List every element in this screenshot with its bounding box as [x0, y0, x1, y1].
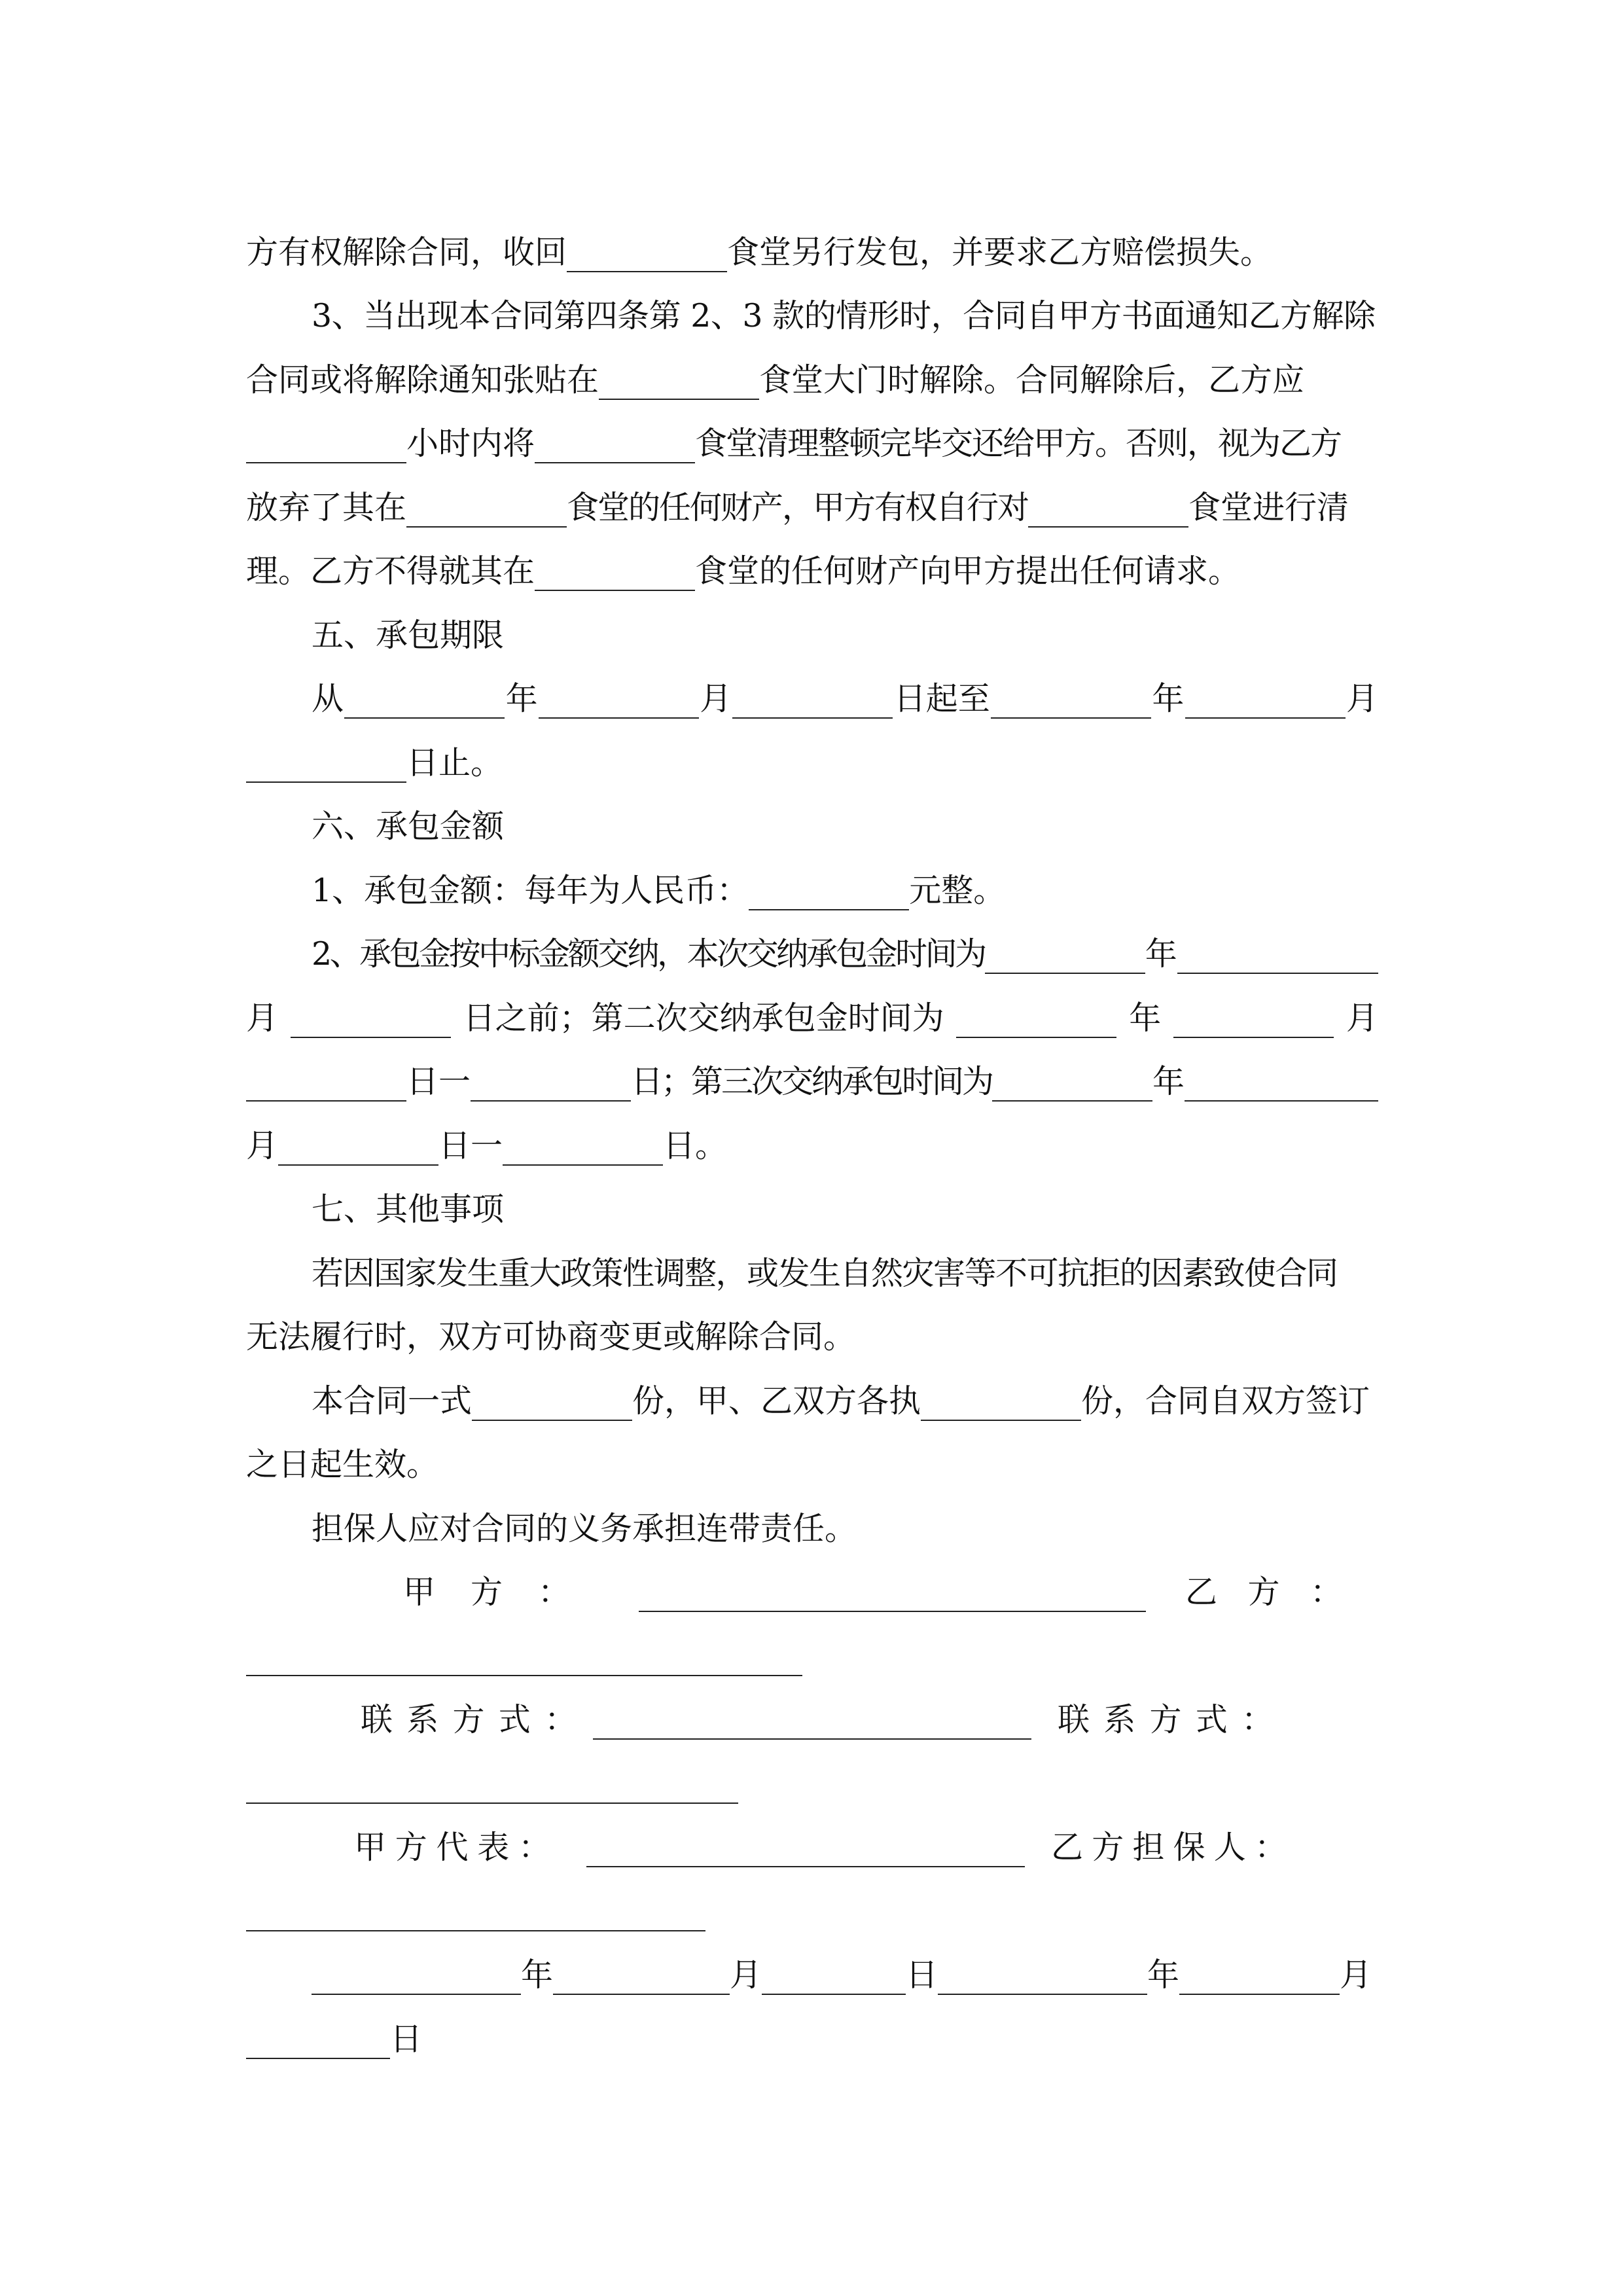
char: ： — [518, 1829, 550, 1866]
char: ： — [1241, 1701, 1274, 1738]
char: 方 — [1149, 1701, 1182, 1738]
text-line — [246, 655, 1378, 719]
text-line — [246, 208, 1378, 272]
blank-field[interactable] — [1185, 685, 1346, 719]
blank-field[interactable] — [472, 1387, 632, 1421]
char: 方 — [395, 1829, 427, 1866]
text: 份，甲、乙双方各执 — [632, 1382, 921, 1420]
char: ： — [1254, 1829, 1287, 1866]
date-year-a[interactable] — [312, 1961, 521, 1995]
blank-field[interactable] — [1173, 1004, 1334, 1038]
rep-a-field[interactable] — [586, 1833, 1025, 1867]
text: 日。 — [663, 1126, 728, 1164]
char: 甲 — [403, 1573, 436, 1611]
day-label: 日 — [906, 1956, 938, 1994]
blank-field[interactable] — [406, 493, 567, 528]
char: 方 — [470, 1573, 503, 1611]
text-line — [246, 336, 1378, 400]
char: 甲 — [354, 1829, 387, 1866]
text-line — [246, 272, 1378, 336]
blank-field[interactable] — [535, 429, 695, 463]
char: 保 — [1173, 1829, 1205, 1866]
text-line — [246, 400, 1378, 464]
party-b-field[interactable] — [246, 1668, 802, 1676]
text: 日止。 — [406, 744, 503, 781]
party-a-label — [403, 1573, 570, 1612]
blank-field[interactable] — [246, 749, 406, 783]
party-b-label — [1185, 1573, 1342, 1612]
text: 日之前；第二次交纳承包金时间为 — [463, 999, 944, 1037]
char: 方 — [1092, 1829, 1124, 1866]
blank-field[interactable] — [732, 685, 893, 719]
guarantor-b-label — [1051, 1828, 1287, 1867]
text: 日一 — [406, 1063, 471, 1100]
blank-field[interactable] — [567, 238, 727, 272]
blank-field[interactable] — [1185, 1067, 1378, 1102]
text: 方有权解除合同，收回 — [246, 233, 567, 271]
text: 元整。 — [909, 871, 1006, 909]
text: 食堂进行清 — [1188, 488, 1349, 526]
contact-b-label — [1058, 1700, 1274, 1740]
blank-field[interactable] — [921, 1387, 1081, 1421]
section-7-title: 七、其他事项 — [312, 1191, 505, 1228]
text: 月 — [700, 680, 732, 717]
text: 份，合同自双方签订 — [1081, 1382, 1370, 1420]
text: 理。乙方不得就其在 — [246, 552, 535, 590]
year-label: 年 — [521, 1956, 554, 1994]
text: 日；第三次交纳承包时间为 — [631, 1063, 993, 1100]
text: 年 — [1129, 999, 1162, 1037]
text: 本合同一式 — [312, 1382, 473, 1420]
text: 小时内将 — [406, 425, 535, 462]
text-line — [246, 1357, 1378, 1421]
signature-row-representative — [246, 1804, 1378, 1868]
contact-b-field[interactable] — [246, 1796, 738, 1804]
signature-date-row-2 — [246, 1995, 1378, 2059]
signature-row-contact — [246, 1676, 1378, 1740]
party-a-field[interactable] — [639, 1578, 1146, 1612]
text: 食堂的任何财产，甲方有权自行对 — [567, 488, 1029, 526]
char: ： — [544, 1701, 577, 1738]
month-label: 月 — [1340, 1956, 1372, 1994]
blank-field[interactable] — [991, 685, 1151, 719]
char: ： — [537, 1573, 570, 1611]
char: 人 — [1213, 1829, 1246, 1866]
date-day-b[interactable] — [246, 2025, 390, 2059]
text-line — [246, 1484, 1378, 1549]
char: 式 — [1195, 1701, 1228, 1738]
blank-field[interactable] — [956, 1004, 1116, 1038]
contact-a-label — [361, 1700, 577, 1740]
rep-a-label — [354, 1828, 550, 1867]
text: 年 — [1152, 1063, 1185, 1100]
blank-field[interactable] — [344, 685, 505, 719]
date-day-a[interactable] — [762, 1961, 906, 1995]
blank-field[interactable] — [599, 366, 759, 400]
text-line — [246, 463, 1378, 528]
clause-3-text: 3、当出现本合同第四条第 2、3 款的情形时，合同自甲方书面通知乙方解除 — [312, 297, 1376, 334]
blank-field[interactable] — [246, 1067, 406, 1102]
signature-row-guarantor-line — [246, 1867, 1378, 1931]
text: 月 — [1346, 680, 1378, 717]
section-5-title: 五、承包期限 — [312, 616, 505, 654]
contact-a-field[interactable] — [593, 1706, 1031, 1740]
text: 放弃了其在 — [246, 488, 407, 526]
blank-field[interactable] — [1177, 940, 1378, 974]
text-line — [246, 846, 1378, 910]
text: 2、承包金按中标金额交纳，本次交纳承包金时间为 — [312, 935, 985, 973]
text: 合同或将解除通知张贴在 — [246, 361, 599, 399]
text: 月 — [246, 1126, 279, 1164]
text: 食堂的任何财产向甲方提出任何请求。 — [695, 552, 1241, 590]
blank-field[interactable] — [749, 876, 909, 910]
text-line — [246, 910, 1378, 975]
text: 之日起生效。 — [246, 1446, 439, 1483]
char: 方 — [1247, 1573, 1280, 1611]
text: 无法履行时，双方可协商变更或解除合同。 — [246, 1318, 856, 1355]
char: 乙 — [1185, 1573, 1218, 1611]
text: 若因国家发生重大政策性调整，或发生自然灾害等不可抗拒的因素致使合同 — [312, 1254, 1338, 1292]
text-line — [246, 1421, 1378, 1485]
char: 系 — [406, 1701, 439, 1738]
blank-field[interactable] — [278, 1132, 438, 1166]
blank-field[interactable] — [1028, 493, 1188, 528]
char: 乙 — [1051, 1829, 1084, 1866]
contract-page — [246, 208, 1378, 2059]
signature-row-contact-b-line — [246, 1740, 1378, 1804]
signature-date-row — [246, 1931, 1378, 1996]
date-year-b[interactable] — [938, 1961, 1147, 1995]
text-line — [246, 528, 1378, 592]
year-label: 年 — [1147, 1956, 1180, 1994]
date-month-a[interactable] — [553, 1961, 730, 1995]
text: 日一 — [438, 1126, 503, 1164]
text: 年 — [1152, 680, 1185, 717]
blank-field[interactable] — [246, 429, 406, 463]
char: 表 — [477, 1829, 510, 1866]
text-line — [246, 1102, 1378, 1166]
section-heading — [246, 591, 1378, 655]
text: 食堂另行发包，并要求乙方赔偿损失。 — [727, 233, 1273, 271]
text: 从 — [312, 680, 344, 717]
section-6-title: 六、承包金额 — [312, 808, 505, 845]
char: 系 — [1103, 1701, 1136, 1738]
char: 式 — [498, 1701, 531, 1738]
char: ： — [1310, 1573, 1342, 1611]
text-line — [246, 1038, 1378, 1102]
signature-row-party-b-line — [246, 1612, 1378, 1676]
char: 联 — [361, 1701, 393, 1738]
section-heading — [246, 1166, 1378, 1230]
char: 联 — [1058, 1701, 1090, 1738]
char: 代 — [436, 1829, 469, 1866]
blank-field[interactable] — [539, 685, 699, 719]
text: 年 — [505, 680, 538, 717]
text-line — [246, 1229, 1378, 1293]
text: 年 — [1145, 935, 1177, 973]
blank-field[interactable] — [535, 557, 695, 591]
char: 方 — [452, 1701, 485, 1738]
date-month-b[interactable] — [1179, 1961, 1340, 1995]
text: 月 — [246, 999, 279, 1037]
text: 1、承包金额：每年为人民币： — [312, 871, 749, 909]
blank-field[interactable] — [471, 1067, 631, 1102]
text: 食堂大门时解除。合同解除后，乙方应 — [759, 361, 1305, 399]
signature-row-party — [246, 1549, 1378, 1613]
text-line — [246, 719, 1378, 783]
text-line — [246, 974, 1378, 1038]
blank-field[interactable] — [503, 1132, 663, 1166]
section-heading — [246, 783, 1378, 847]
blank-field[interactable] — [992, 1067, 1152, 1102]
text-line — [246, 1293, 1378, 1357]
guarantor-b-field[interactable] — [246, 1924, 705, 1931]
blank-field[interactable] — [985, 940, 1145, 974]
month-label: 月 — [730, 1956, 762, 1994]
day-label: 日 — [390, 2020, 423, 2058]
text: 担保人应对合同的义务承担连带责任。 — [312, 1509, 857, 1547]
text: 月 — [1346, 999, 1378, 1037]
text: 食堂清理整顿完毕交还给甲方。否则，视为乙方 — [695, 425, 1342, 462]
text: 日起至 — [893, 680, 990, 717]
char: 担 — [1132, 1829, 1165, 1866]
blank-field[interactable] — [291, 1004, 451, 1038]
